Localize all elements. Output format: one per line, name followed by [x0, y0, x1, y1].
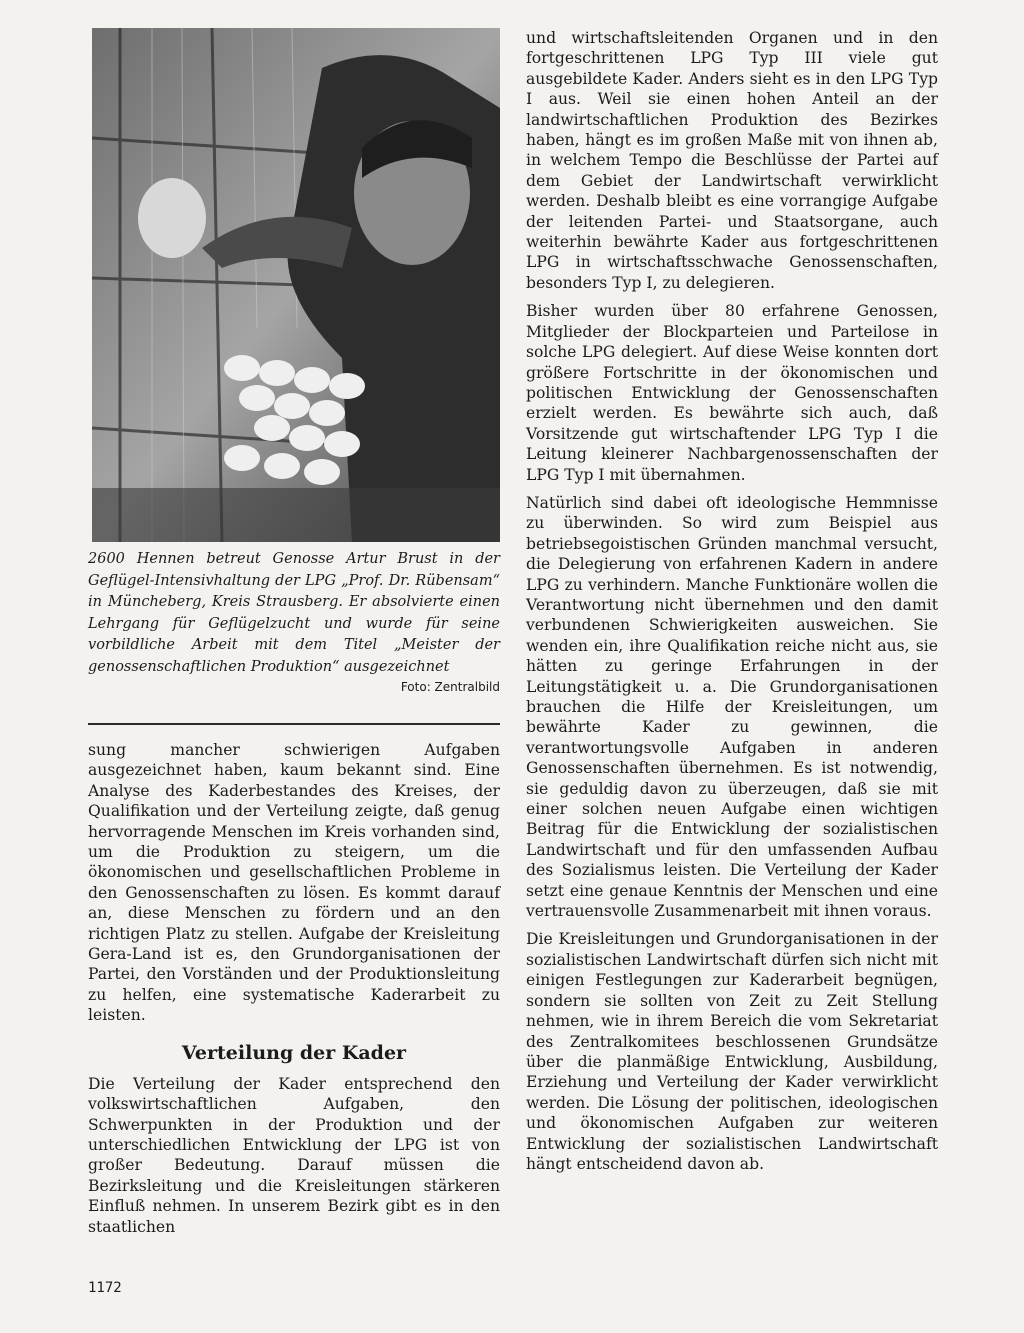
photo-caption-block [88, 549, 500, 695]
left-column [88, 740, 500, 1245]
right-paragraph-2: Bisher wurden über 80 erfahrene Genossen, Mitglieder der Blockparteien und Parteilose in solche LPG delegiert. Auf diese Weise konnten dort größere Fortschritte in der ökonomischen und politischen Entwicklung der Genossenschaften erzielt werden. Es bewährte sich auch, daß Vorsitzende gut wirtschaftender LPG Typ I die Leitung kleinerer Nachbargenossenschaften der LPG Typ I mit übernahmen. [526, 302, 938, 484]
photo-credit: Foto: Zentralbild [400, 679, 500, 694]
right-paragraph-4: Die Kreisleitungen und Grundorganisationen in der sozialistischen Landwirtschaft dürfen sich nicht mit einigen Festlegungen zur Kaderarbeit begnügen, sondern sie sollten von Zeit zu Zeit Stellung nehmen, wie in ihrem Bereich die vom Sekretariat des Zentralkomitees beschlossenen Grundsätze über die planmäßige Entwicklung, Ausbildung, Erziehung und Verteilung der Kader verwirklicht werden. Die Lösung der politischen, ideologischen und ökonomischen Aufgaben zur weiteren Entwicklung der sozialistischen Landwirtschaft hängt entscheidend davon ab. [526, 930, 938, 1173]
left-paragraph-1: sung mancher schwierigen Aufgaben ausgezeichnet haben, kaum bekannt sind. Eine Analyse des Kaderbestandes des Kreises, der Qualifikation und der Verteilung zeigte, daß genug hervorragende Menschen im Kreis vorhanden sind, um die Produktion zu steigern, um die ökonomischen und gesellschaftlichen Probleme in den Genossenschaften zu lösen. Es kommt darauf an, diese Menschen zu fördern und an den richtigen Platz zu stellen. Aufgabe der Kreisleitung Gera-Land ist es, den Grundorganisationen der Partei, den Vorständen und der Produktionsleitung zu helfen, eine systematische Kaderarbeit zu leisten. [88, 741, 500, 1025]
photo-caption: 2600 Hennen betreut Genosse Artur Brust in der Geflügel-Intensivhaltung der LPG „Prof. Dr. Rübensam“ in Müncheberg, Kreis Strausberg. Er absolvierte einen Lehrgang für Geflügelzucht und wurde für seine vorbildliche Arbeit mit dem Titel „Meister der genossenschaftlichen Produktion“ ausgezeichnet [88, 551, 500, 675]
caption-divider [88, 723, 500, 725]
section-heading: Verteilung der Kader [181, 1041, 407, 1064]
left-paragraph-2: Die Verteilung der Kader entsprechend den volkswirtschaftlichen Aufgaben, den Schwerpunkten in der Produktion und der unterschiedlichen Entwicklung der LPG ist von großer Bedeutung. Darauf müssen die Bezirksleitung und die Kreisleitungen stärkeren Einfluß nehmen. In unserem Bezirk gibt es in den staatlichen [88, 1074, 500, 1236]
page-number: 1172 [88, 1280, 122, 1296]
photo-icon [92, 28, 500, 542]
photo-poultry-farmer [92, 28, 500, 542]
right-paragraph-3: Natürlich sind dabei oft ideologische Hemmnisse zu überwinden. So wird zum Beispiel aus betriebsegoistischen Gründen manchmal versucht, die Delegierung von erfahrenen Kadern in andere LPG zu verhindern. Manche Funktionäre wollen die Verantwortung nicht übernehmen und den damit verbundenen Schwierigkeiten ausweichen. Sie wenden ein, ihre Qualifikation reiche nicht aus, sie hätten zu geringe Erfahrungen in der Leitungstätigkeit u. a. Die Grundorganisationen brauchen die Hilfe der Kreisleitungen, um bewährte Kader zu gewinnen, die verantwortungsvolle Aufgaben in anderen Genossenschaften übernehmen. Es ist notwendig, sie geduldig davon zu überzeugen, daß sie mit einer solchen neuen Aufgabe einen wichtigen Beitrag für die Entwicklung der sozialistischen Landwirtschaft und für den umfassenden Aufbau des Sozialismus leisten. Die Verteilung der Kader setzt eine genaue Kenntnis der Menschen und eine vertrauensvolle Zusammenarbeit mit ihnen voraus. [526, 493, 938, 921]
right-column [526, 28, 938, 1182]
right-paragraph-1: und wirtschaftsleitenden Organen und in den fortgeschrittenen LPG Typ III viele gut ausgebildete Kader. Anders sieht es in den LPG Typ I aus. Weil sie einen hohen Anteil an der landwirtschaftlichen Produktion des Bezirkes haben, hängt es im großen Maße mit von ihnen ab, in welchem Tempo die Beschlüsse der Partei auf dem Gebiet der Landwirtschaft verwirklicht werden. Deshalb bleibt es eine vorrangige Aufgabe der leitenden Partei- und Staatsorgane, auch weiterhin bewährte Kader aus fortgeschrittenen LPG in wirtschaftsschwache Genossenschaften, besonders Typ I, zu delegieren. [526, 29, 938, 292]
